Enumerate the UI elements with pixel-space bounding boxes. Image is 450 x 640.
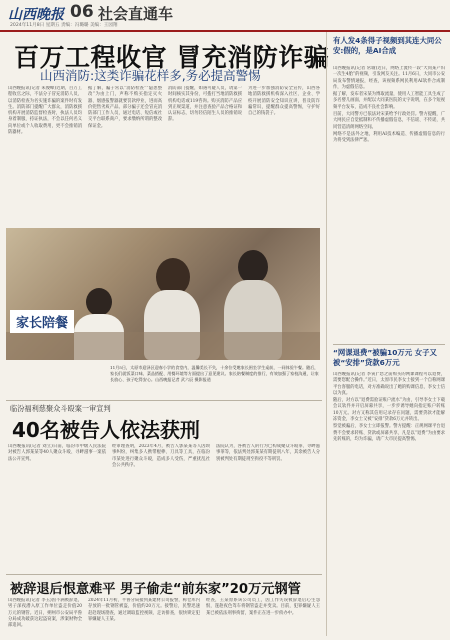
right1-body: 山西晚报讯(记者 常瑜)近日，网络上流传一段“大同某产妇一次生4胎”的视频，引发网友关注。11月6日，大同市公安局发布警情通报，经查，该视频系网民利用AI软件合成制作，为虚假信息。 据了解，发布者宋某为博取流量，使用人工智能工具生成了多名婴儿画面，并配以大同某医院的文字说明，在多个短视频平台发布，造成不良社会影响。 目前，大同警方已依法对宋某给予行政处罚。警方提醒，广大网民应自觉抵制和不传播虚假信息，不信谣、不传谣，共同营造清朗网络空间。 网络不是法外之地，利用AI技术编造、传播虚假信息的行为将受到法律严惩。 (333, 66, 445, 144)
right1-headline: 有人发4条得子视频到其连大同公安:假的，是AI合成 (333, 36, 442, 55)
section-title: 社会直通车 (98, 5, 174, 23)
story2-paragraph: 山西晚报讯(记者 刘立)日前，临汾市中级人民法院对被告人郭某某等40人聚众斗殴、寻衅滋事一案依法公开宣判。 (8, 444, 106, 462)
masthead (0, 0, 450, 32)
page-number: 06 (70, 2, 94, 22)
table-surface (6, 332, 320, 360)
lead-paragraph: 消防部门提醒，如遇可疑人员，请第一时间核实其身份，可拨打当地消防救援机构电话或119咨询。购买消防产品应到正规渠道，并注意查验产品合格证和认证标志，切勿轻信陌生人员的推销说辞。 (168, 86, 242, 123)
divider (6, 400, 322, 401)
news-photo (6, 228, 320, 360)
lead-subheadline: 山西消防:这类诈骗花样多,务必提高警惕 (40, 68, 261, 83)
story3-paragraph: 经查，王某原系该公司员工，因工作失误被辞退后心生怨恨，遂趁夜色驾车将钢管盗走并变卖。目前，犯罪嫌疑人王某已被依法刑事拘留，案件正在进一步侦办中。 (206, 598, 320, 616)
dateline: 2024年11月8日 星期五 责编：冯璐璐 美编：王园翔 (10, 23, 118, 28)
divider (333, 344, 445, 345)
divider (6, 574, 322, 575)
lead-paragraph: 为进一步加强消防安全宣传，山西各地消防救援机构深入社区、企业、学校开展消防安全知识宣讲，普及防诈骗常识，提醒群众提高警惕，守护好自己的钱袋子。 (248, 86, 320, 117)
newspaper-logo: 山西晚报 (8, 7, 64, 23)
person-head (86, 288, 112, 316)
story3-paragraph: 山西晚报讯(记者 李玉)因不满被辞退，男子深夜潜入原工作单位盗走价值20万元的钢管。近日，朔州市公安局平鲁分局成功破获这起盗窃案，涉案财物全部追回。 (8, 598, 82, 629)
story2-paragraph: 法院认为，各被告人的行为已构成聚众斗殴罪、寻衅滋事罪等，依法判处郭某某有期徒刑八年，其余被告人分别被判处有期徒刑至拘役不等刑罚。 (216, 444, 320, 462)
lead-paragraph: 据了解，骗子常以“消防检查”“隐患整改”为由上门，声称不购买指定灭火器、烟感报警器就要罚款停业，进而高价兜售劣质产品。部分骗子还会冒充消防部门工作人员，通过电话、短信或社交平台联系商户，要求缴纳所谓的整改保证金。 (88, 86, 162, 129)
story2-paragraph: 经审理查明，2023年4月，被告人郭某某等人因琐事纠纷，纠集多人携带棍棒、刀具等工具，在临汾市某处进行聚众斗殴，造成多人受伤，严重扰乱社会公共秩序。 (112, 444, 210, 468)
right2-body: 山西晚报讯(记者 李寅)“您之前购买的网课课程可以退费，需要您配合操作。”近日，太原市民李女士接到一个自称网课平台客服的电话，对方准确说出了她的购课信息，李女士信以为真。 随后，对方以“退费需验证账户流水”为由，引导李女士下载会议软件并开启屏幕共享，一步步诱导她向指定账户转账10万元。对方又称其信用记录存在问题，需要贷款才能解冻资金，李女士又被“安排”贷款6万元并转出。 察觉被骗后，李女士立即报警。警方提醒：正规网课平台退费不会要求转账、贷款或屏幕共享，凡是以“退费”为由要求先转账的，均为诈骗，请广大市民提高警惕。 (333, 372, 445, 442)
right-column (326, 32, 450, 636)
person-head (238, 250, 268, 284)
lead-paragraph: 山西晚报讯(记者 朱俊峰)近期，百万工程收官之际，不法分子冒充消防人员、以消防检查为名实施诈骗的案件时有发生。消防部门提醒广大群众，消防救援机构开展消防监督检查时，执法人员均身着制服、持证执法，不会以任何名义向单位或个人收取费用，更不会推销消防器材。 (8, 86, 82, 136)
right2-headline: “网课退费”被骗10万元 女子又被“安排”贷款6万元 (333, 348, 437, 367)
lead-headline: 百万工程收官 冒充消防诈骗 (14, 43, 330, 72)
story3-paragraph: 2024年11月初，平鲁分局接到某建材公司报警，称仓库内存放的一批钢管被盗，价值约20万元。接警后，民警迅速赶赴现场勘查，通过调取监控视频、走访排查，很快锁定犯罪嫌疑人王某。 (88, 598, 200, 622)
photo-caption: 11月5日，太原市迎泽区迎春小学的食堂内，温馨美长不失，十余位受邀家长围坐学生桌前，一同体验午餐。随后，家长们就饭菜口味、菜品搭配、用餐环境等方面提出了意见建议。家长陪餐制度的推行，有效加强了家校沟通，让家长放心、孩子吃得安心。山西晚报记者 武六辰 摄影报道 (110, 365, 319, 382)
photo-label: 家长陪餐 (10, 310, 74, 333)
story2-kicker: 临汾福利慈聚众斗殴案一审宣判 (10, 404, 111, 413)
story3-headline: 被辞退后恨意难平 男子偷走“前东家”20万元钢管 (10, 582, 301, 597)
story2-headline: 40名被告人依法获刑 (12, 418, 200, 442)
